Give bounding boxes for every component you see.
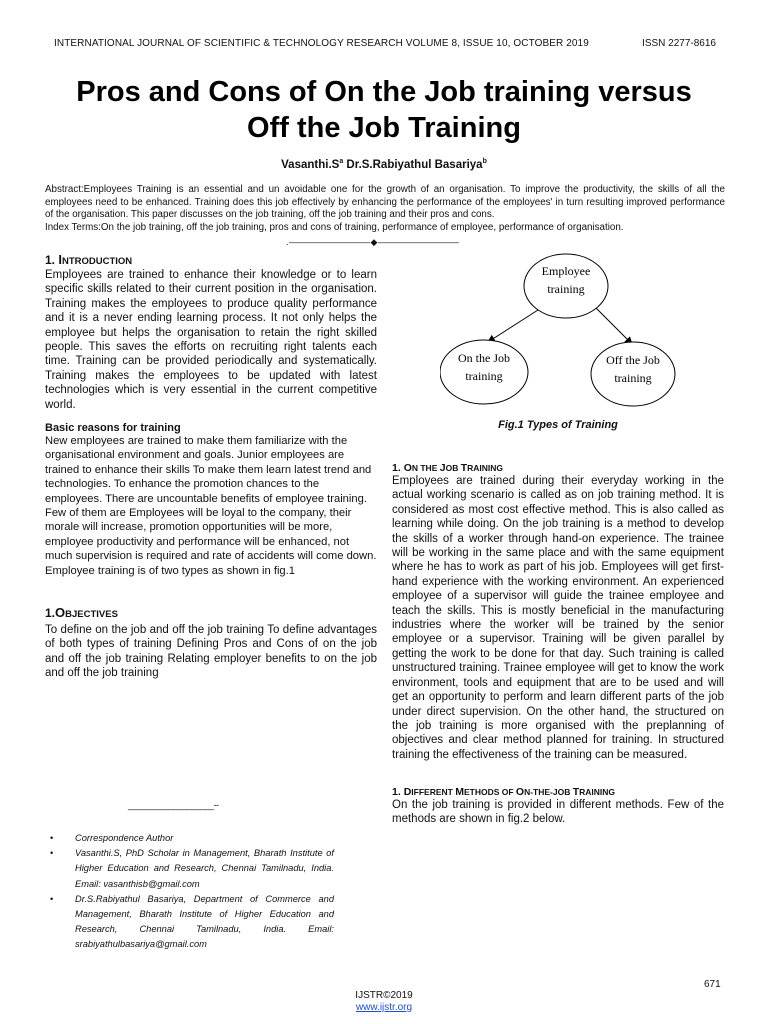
author-2-sup: b: [482, 158, 487, 165]
basic-reasons-heading: Basic reasons for training: [45, 422, 181, 434]
basic-reasons-text: New employees are trained to make them familiarize with the organisational environment and goals. Junior employees are trained to enhance their skills To make them learn latest trend and technologies. To enhance the promotion chances to the employees. There are uncountable benefits of employee training. Few of them are Employees will be loyal to the company, their morale will increase, promotion opportunities will be more, employee productivity and performance will be enhanced, not much supervision is required and rate of accidents will come down. Employee training is of two types as shown in fig.1: [45, 435, 377, 577]
intro-heading: 1. INTRODUCTION: [45, 252, 133, 267]
objectives-heading: 1.OBJECTIVES: [45, 605, 118, 620]
on-job-section: [392, 462, 724, 762]
node-top-line-2: training: [547, 282, 585, 296]
on-job-heading: 1. ON THE JOB TRAINING: [392, 462, 504, 474]
footnote-rule: ___________________--: [128, 800, 219, 810]
author-1: Vasanthi.S: [281, 158, 340, 171]
footnote-item: • Dr.S.Rabiyathul Basariya, Department of Commerce and Management, Bharath Institute of Higher Education and Research, Chennai Tamilnadu, India. Email: srabiyathulbasariya@gmail.com: [50, 892, 334, 953]
node-left-line-1: On the Job: [458, 351, 510, 365]
node-left-line-2: training: [465, 369, 503, 383]
intro-text: Employees are trained to enhance their knowledge or to learn specific skills related to their current position in the organisation. Training makes the employees to produce quality performance and it is a never ending learning process. It not only helps the employee but helps the organisation to retain the right skilled people. This saves the efforts on recruiting right talents each time. Training can be provided periodically and systematically. Training makes the employees to be updated with latest technologies which is very essential in the current competitive world.: [45, 269, 377, 411]
node-right-line-1: Off the Job: [606, 353, 660, 367]
objectives-text: To define on the job and off the job training To define advantages of both types of training Defining Pros and Cons of on the job and off the job training Relating employer benefits to on the job and off the job training: [45, 624, 377, 680]
author-1-sup: a: [339, 158, 344, 165]
abstract-text: Employees Training is an essential and un avoidable one for the growth of an organisation. To improve the productivity, the skills of all the employees need to be enhanced. Training does this job effectively by enhancing the performance of the employees' in turn resulting improved performance of the organisation. This paper discusses on the job training, off the job training and their pros and cons.: [45, 184, 725, 220]
footer-copyright: IJSTR©2019: [355, 990, 413, 1001]
authors: [0, 158, 768, 171]
footnote-item: • Vasanthi.S, PhD Scholar in Management, Bharath Institute of Higher Education and Research, Chennai Tamilnadu, India. Email: vasanthisb@gmail.com: [50, 846, 334, 892]
node-right-line-2: training: [614, 371, 652, 385]
methods-heading: 1. DIFFERENT METHODS OF ON-THE-JOB TRAINING: [392, 786, 616, 798]
footnote-item: • Correspondence Author: [50, 831, 334, 846]
methods-text: On the job training is provided in different methods. Few of the methods are shown in fig.2 below.: [392, 799, 724, 826]
arrow-right: [596, 308, 632, 344]
basic-reasons-section: [45, 422, 377, 578]
footer-link[interactable]: www.ijstr.org: [355, 1002, 413, 1013]
page-number: 671: [704, 979, 721, 990]
footnotes: [50, 831, 334, 953]
title-line-1: Pros and Cons of On the Job training versus: [76, 76, 692, 108]
node-top-line-1: Employee: [541, 264, 591, 278]
index-terms: Index Terms:On the job training, off the job training, pros and cons of training, performance of employee, performance of organisation.: [45, 221, 624, 233]
paper-title: [40, 74, 728, 146]
intro-section: [45, 252, 377, 412]
title-line-2: Off the Job Training: [247, 112, 521, 144]
figure-caption: Fig.1 Types of Training: [498, 419, 618, 431]
arrow-left: [488, 310, 538, 342]
footer: [0, 990, 768, 1014]
author-2: Dr.S.Rabiyathul Basariya: [346, 158, 483, 171]
on-job-text: Employees are trained during their everyday working in the actual working scenario is called as on job training method. It is considered as most cost effective method. This is also called as learning while doing. On the job training is a method to develop the skills of a worker through hand-on experience. The trainee will be working in the same place and with the same equipment where he has to work as part of his job. Employees will get first-hand experience with the working environment. An experienced employee of a supervisor will guide the trainee employee and teach the skills. This is mostly beneficial in the manufacturing industries where the worker will be trained by the senior employee or a supervisor. Training will be given parallel by getting the work to be done for that day. Such training is called unstructured training. Trainee employee will get to know the work environment, tools and equipment that are to be used and will get an opportunity to perform and learn different parts of the job under direct supervision. On the other hand, the structured on the job training is more organised with the preplanning of objectives and clear method planned for training. In structured training the effectiveness of the training can be measured.: [392, 475, 724, 761]
abstract: [45, 184, 725, 234]
training-types-diagram: [440, 248, 700, 416]
objectives-section: [45, 605, 377, 681]
issn: ISSN 2277-8616: [642, 38, 716, 49]
journal-header: INTERNATIONAL JOURNAL OF SCIENTIFIC & TECHNOLOGY RESEARCH VOLUME 8, ISSUE 10, OCTOBER 2019: [54, 38, 589, 49]
section-divider: . —————————— ◆ ——————————: [286, 237, 458, 247]
methods-section: [392, 786, 724, 827]
abstract-label: Abstract:: [45, 184, 84, 195]
